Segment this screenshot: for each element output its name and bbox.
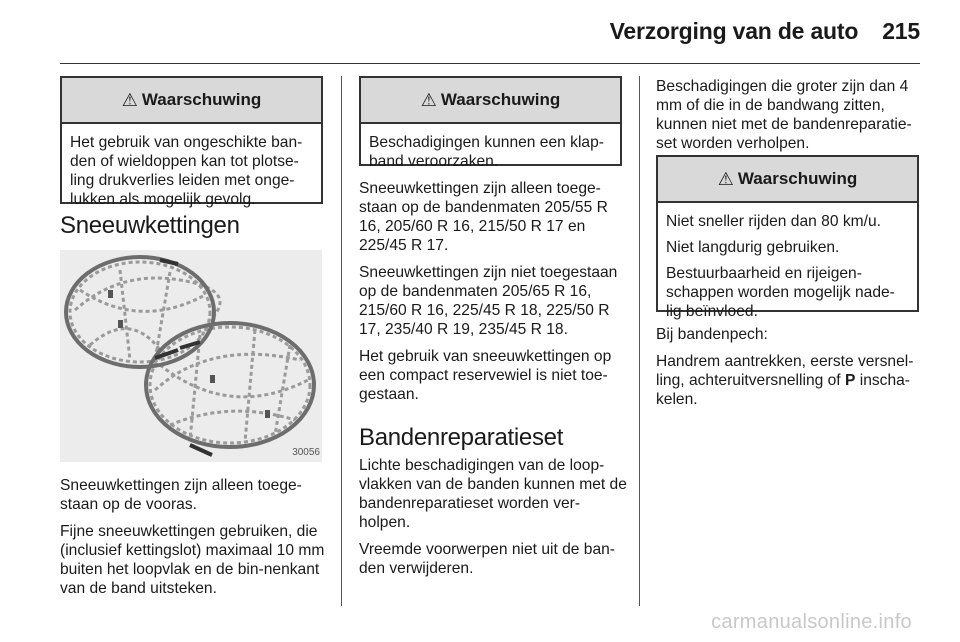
warning-line: Bestuurbaarheid en rijeigen-schappen worden mogelijk nade-lig beïnvloed. <box>666 265 895 320</box>
paragraph: Beschadigingen die groter zijn dan 4 mm of die in de bandwang zitten, kunnen niet met de bandenreparatie-set worden verholpen. <box>656 78 912 152</box>
paragraph: Het gebruik van sneeuwkettingen op een compact reservewiel is niet toe-gestaan. <box>359 348 612 403</box>
paragraph: Vreemde voorwerpen niet uit de ban-den verwijderen. <box>359 541 616 577</box>
page-header <box>610 18 920 45</box>
warning-body <box>658 203 917 329</box>
warning-line: Niet sneller rijden dan 80 km/u. <box>666 213 881 230</box>
warning-body <box>361 124 620 179</box>
warning-box-tyres <box>60 76 323 208</box>
section-heading-snow-chains: Sneeuwkettingen <box>60 212 240 239</box>
page-number: 215 <box>882 18 920 44</box>
section-heading-tyre-repair-kit: Bandenreparatieset <box>359 424 564 451</box>
warning-box-blowout <box>359 76 622 170</box>
gear-p-bold: P <box>844 372 856 389</box>
warning-box-repair-kit <box>656 155 919 320</box>
warning-triangle-icon: ⚠ <box>121 89 138 110</box>
warning-header <box>62 78 321 124</box>
warning-triangle-icon: ⚠ <box>420 89 437 110</box>
text-run: Handrem aantrekken, eerste versnel-ling, achteruitversnelling of <box>656 353 914 389</box>
paragraph: Sneeuwkettingen zijn alleen toege-staan op de vooras. <box>60 477 302 513</box>
warning-header <box>361 78 620 124</box>
warning-title: Waarschuwing <box>737 169 858 188</box>
snow-chain-illustration <box>60 250 322 462</box>
paragraph: Sneeuwkettingen zijn niet toegestaan op de bandenmaten 205/65 R 16, 215/60 R 16, 225/45 R 18, 225/50 R 17, 235/40 R 19, 235/45 R 18. <box>359 264 618 338</box>
paragraph: Sneeuwkettingen zijn alleen toege-staan op de bandenmaten 205/55 R 16, 205/60 R 16, 215/50 R 17 en 225/45 R 17. <box>359 180 608 254</box>
header-divider <box>60 63 920 64</box>
warning-text: Beschadigingen kunnen een klap-band veroorzaken. <box>369 134 604 170</box>
watermark: carmanualsonline.info <box>711 611 912 633</box>
warning-line: Niet langdurig gebruiken. <box>666 239 840 256</box>
text-run: inscha-kelen. <box>656 372 911 408</box>
col1-text <box>60 476 328 606</box>
column-divider-1 <box>341 76 342 606</box>
figure-code: 30056 <box>292 447 320 458</box>
warning-body <box>62 124 321 217</box>
warning-title: Waarschuwing <box>440 90 561 109</box>
snow-chain-drawing <box>60 250 322 462</box>
col3-text-top <box>656 77 926 161</box>
paragraph: Lichte beschadigingen van de loop-vlakken van de banden kunnen met de bandenreparatieset worden ver-holpen. <box>359 457 627 531</box>
col3-text-bottom <box>656 325 926 417</box>
col2-text-bottom <box>359 456 627 586</box>
paragraph <box>656 352 926 409</box>
paragraph: Fijne sneeuwkettingen gebruiken, die (inclusief kettingslot) maximaal 10 mm buiten het loopvlak en de bin-nenkant van de band uitsteken. <box>60 523 325 597</box>
column-divider-2 <box>639 76 640 606</box>
col2-text-top <box>359 179 627 412</box>
warning-header <box>658 157 917 203</box>
warning-text: Het gebruik van ongeschikte ban-den of wieldoppen kan tot plotse-ling drukverlies leiden met onge-lukken als mogelijk gevolg. <box>70 134 303 208</box>
warning-title: Waarschuwing <box>141 90 262 109</box>
paragraph: Bij bandenpech: <box>656 326 768 343</box>
header-title: Verzorging van de auto <box>609 18 859 44</box>
warning-triangle-icon: ⚠ <box>717 168 734 189</box>
